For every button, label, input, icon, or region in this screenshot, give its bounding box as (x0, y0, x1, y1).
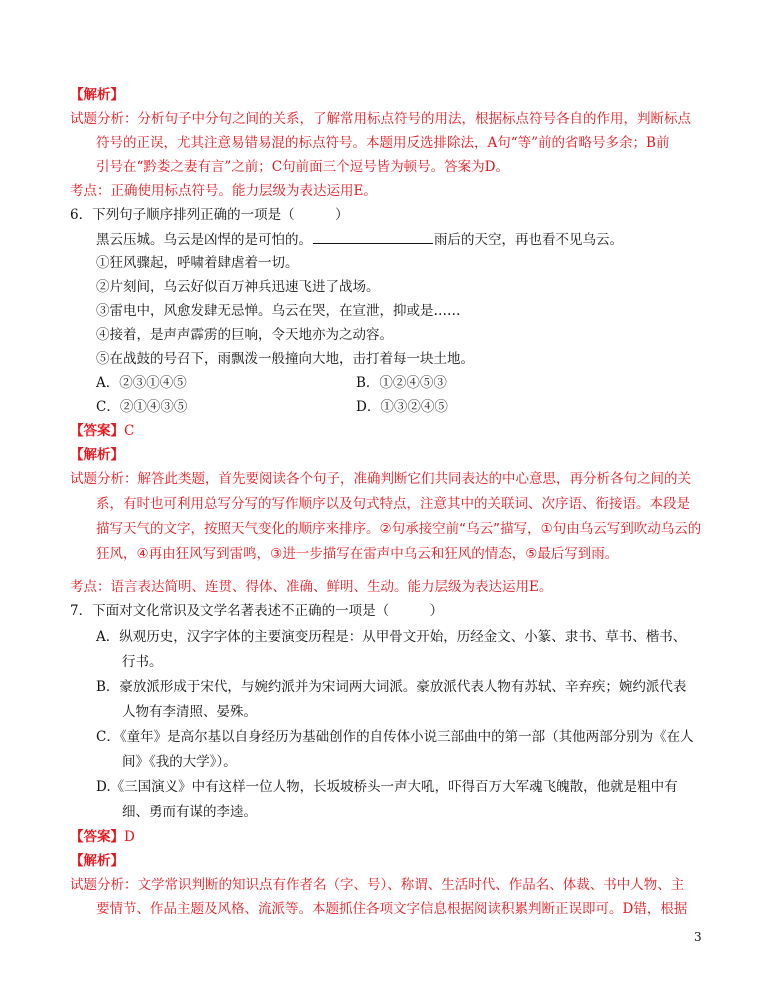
answer-line (70, 422, 134, 440)
jiexi-heading: 【解析】 (70, 447, 124, 463)
option-a-cont: 行书。 (122, 654, 163, 670)
answer-line (70, 828, 135, 846)
answer-value: C (124, 423, 135, 439)
kaodian: 考点：正确使用标点符号。能力层级为表达运用E。 (70, 183, 377, 199)
option-d-cont: 细、勇而有谋的李逵。 (122, 804, 257, 820)
jiexi-heading: 【解析】 (70, 87, 124, 103)
analysis-line: 符号的正误，尤其注意易错易混的标点符号。本题用反选排除法，A句“等”前的省略号多余；B前 (96, 135, 670, 151)
jiexi-heading: 【解析】 (70, 853, 124, 869)
kaodian: 考点：语言表达简明、连贯、得体、准确、鲜明、生动。能力层级为表达运用E。 (70, 579, 553, 595)
analysis-line: 试题分析：文学常识判断的知识点有作者名（字、号）、称谓、生活时代、作品名、体裁、书中人物、主 (70, 877, 685, 893)
sentence: ④接着，是声声霹雳的巨响，令天地亦为之动容。 (96, 327, 393, 343)
sentence: ③雷电中，风愈发肆无忌惮。乌云在哭，在宣泄，抑或是…… (96, 303, 461, 319)
analysis-line: 描写天气的文字，按照天气变化的顺序来排序。②句承接空前“乌云”描写，①句由乌云写到吹动乌云的 (96, 521, 702, 537)
sentence: ①狂风骤起，呼啸着肆虐着一切。 (96, 255, 299, 271)
analysis-line: 试题分析：分析句子中分句之间的关系，了解常用标点符号的用法，根据标点符号各自的作用，判断标点 (70, 111, 691, 127)
answer-label: 【答案】 (70, 829, 124, 845)
analysis-line: 试题分析：解答此类题，首先要阅读各个句子，准确判断它们共同表达的中心意思，再分析各句之间的关 (70, 471, 691, 487)
passage-before: 黑云压城。乌云是凶悍的是可怕的。 (96, 232, 312, 248)
option-b-cont: 人物有李清照、晏殊。 (122, 704, 257, 720)
question-6-passage (96, 230, 623, 249)
answer-value: D (124, 829, 135, 845)
question-6-stem: 6．下列句子顺序排列正确的一项是（ ） (70, 207, 349, 223)
sentence: ⑤在战鼓的号召下，雨飘泼一般撞向大地，击打着每一块土地。 (96, 351, 474, 367)
page-number: 3 (694, 930, 702, 944)
analysis-line: 系，有时也可利用总写分写的写作顺序以及句式特点，注意其中的关联词、次序语、衔接语。本段是 (96, 496, 690, 512)
passage-after: 雨后的天空，再也看不见乌云。 (434, 232, 623, 248)
answer-label: 【答案】 (70, 423, 124, 439)
option-b: B．①②④⑤③ (356, 375, 447, 391)
analysis-line: 要情节、作品主题及风格、流派等。本题抓住各项文字信息根据阅读积累判断正误即可。D错，根据 (96, 901, 688, 917)
option-b: B．豪放派形成于宋代，与婉约派并为宋词两大词派。豪放派代表人物有苏轼、辛弃疾；婉约派代表 (96, 679, 687, 695)
option-c: C．《童年》是高尔基以自身经历为基础创作的自传体小说三部曲中的第一部（其他两部分别为《在人 (96, 729, 694, 745)
option-a: A．②③①④⑤ (96, 375, 187, 391)
fill-blank (313, 230, 433, 244)
option-c: C．②①④③⑤ (96, 399, 188, 415)
question-7-stem: 7．下面对文化常识及文学名著表述不正确的一项是（ ） (70, 603, 444, 619)
sentence: ②片刻间，乌云好似百万神兵迅速飞进了战场。 (96, 279, 380, 295)
analysis-line: 引号在“黔娄之妻有言”之前；C句前面三个逗号皆为顿号。答案为D。 (96, 159, 509, 175)
option-c-cont: 间》《我的大学》）。 (122, 754, 237, 770)
analysis-line: 狂风，④再由狂风写到雷鸣，③进一步描写在雷声中乌云和狂风的情态，⑤最后写到雨。 (96, 546, 619, 562)
option-d: D．①③②④⑤ (356, 399, 448, 415)
option-a: A．纵观历史，汉字字体的主要演变历程是：从甲骨文开始，历经金文、小篆、隶书、草书、楷书、 (96, 629, 687, 645)
option-d: D.《三国演义》中有这样一位人物，长坂坡桥头一声大吼，吓得百万大军魂飞魄散，他就是粗中有 (96, 779, 678, 795)
